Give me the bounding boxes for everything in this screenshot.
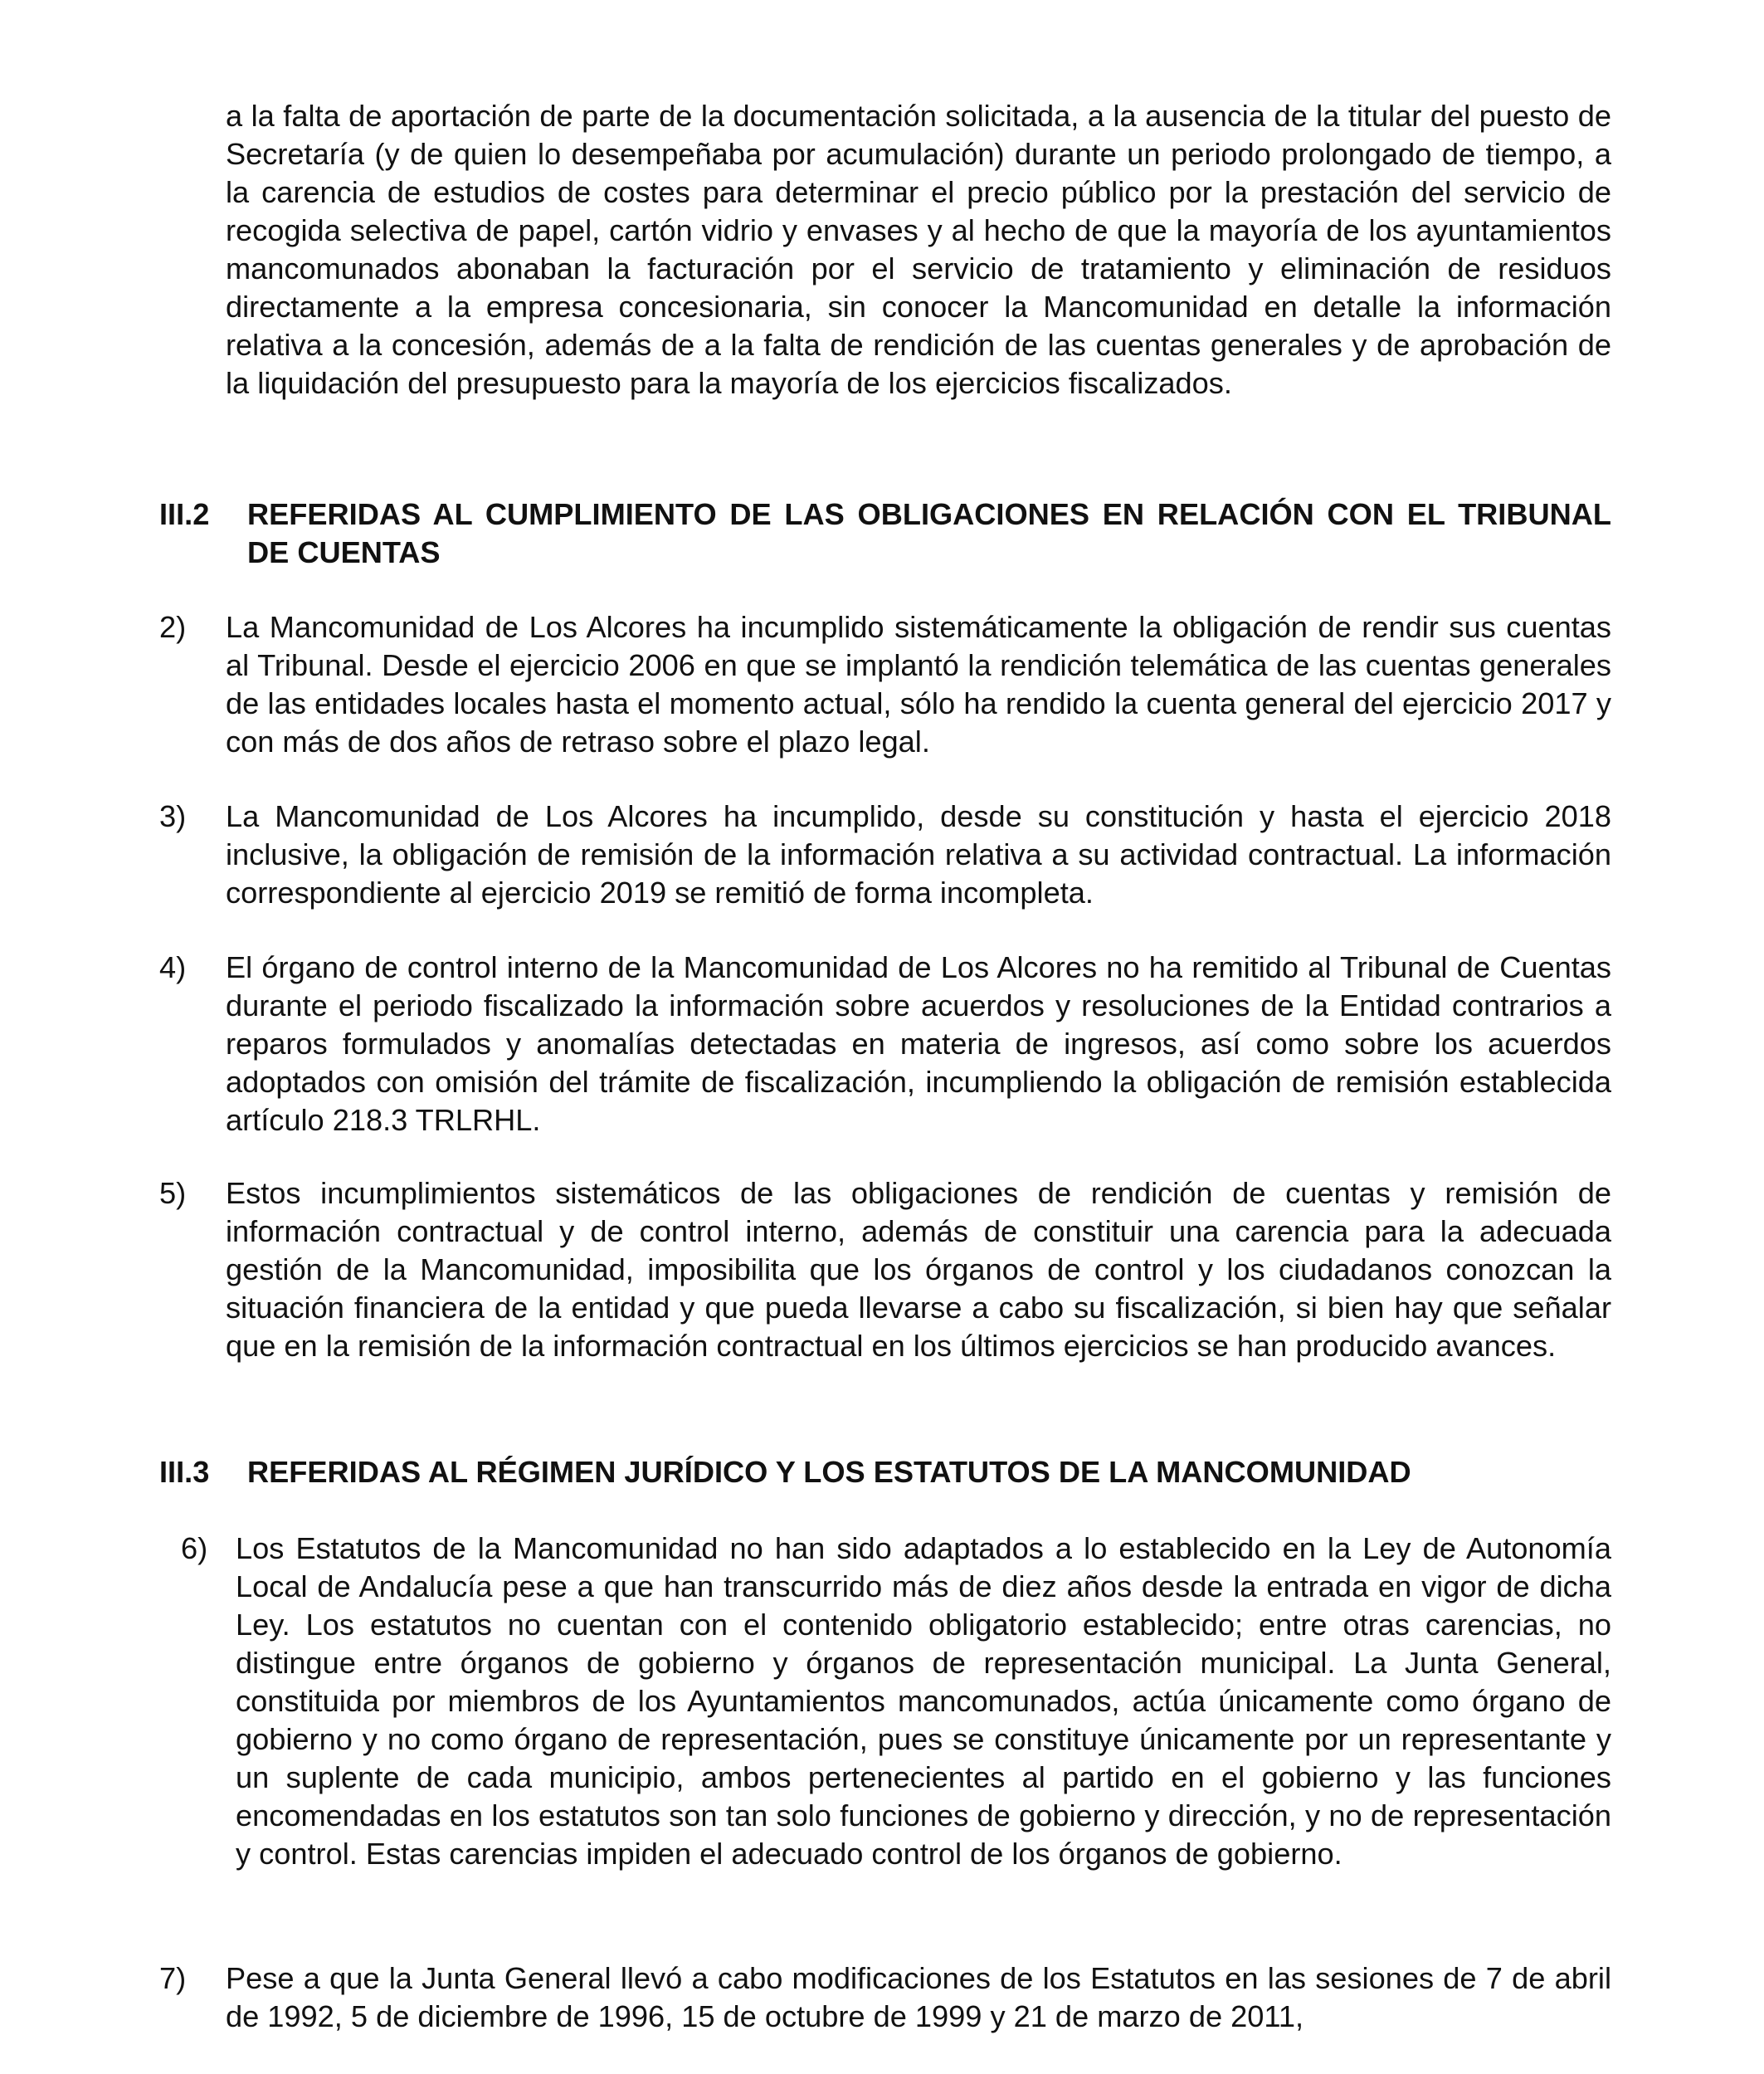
list-item-number: 7) xyxy=(159,1961,187,1995)
list-item-text: La Mancomunidad de Los Alcores ha incumplido, desde su constitución y hasta el ejercicio 2018 inclusive, la obligación de remisión de la información relativa a su actividad contractual. La información correspondiente al ejercicio 2019 se remitió de forma incompleta. xyxy=(226,799,1611,910)
list-item xyxy=(159,608,1611,761)
section-heading-iii-3 xyxy=(159,1453,1611,1491)
list-item-number: 6) xyxy=(181,1531,208,1565)
list-item-text: Estos incumplimientos sistemáticos de las obligaciones de rendición de cuentas y remisión de información contractual y de control interno, además de constituir una carencia para la adecuada gestión de la Mancomunidad, imposibilita que los órganos de control y los ciudadanos conozcan la situación financiera de la entidad y que pueda llevarse a cabo su fiscalización, si bien hay que señalar que en la remisión de la información contractual en los últimos ejercicios se han producido avances. xyxy=(226,1176,1611,1363)
section-number: III.3 xyxy=(159,1455,210,1489)
section-title: REFERIDAS AL RÉGIMEN JURÍDICO Y LOS ESTATUTOS DE LA MANCOMUNIDAD xyxy=(247,1455,1411,1489)
list-item xyxy=(159,1174,1611,1365)
list-item-text: La Mancomunidad de Los Alcores ha incumplido sistemáticamente la obligación de rendir sus cuentas al Tribunal. Desde el ejercicio 2006 en que se implantó la rendición telemática de las cuentas generales de las entidades locales hasta el momento actual, sólo ha rendido la cuenta general del ejercicio 2017 y con más de dos años de retraso sobre el plazo legal. xyxy=(226,610,1611,759)
section-number: III.2 xyxy=(159,497,210,531)
list-item-text: El órgano de control interno de la Mancomunidad de Los Alcores no ha remitido al Tribunal de Cuentas durante el periodo fiscalizado la información sobre acuerdos y resoluciones de la Entidad contrarios a reparos formulados y anomalías detectadas en materia de ingresos, así como sobre los acuerdos adoptados con omisión del trámite de fiscalización, incumpliendo la obligación de remisión establecida artículo 218.3 TRLRHL. xyxy=(226,950,1611,1137)
list-item-text: Los Estatutos de la Mancomunidad no han sido adaptados a lo establecido en la Ley de Autonomía Local de Andalucía pese a que han transcurrido más de diez años desde la entrada en vigor de dicha Ley. Los estatutos no cuentan con el contenido obligatorio establecido; entre otras carencias, no distingue entre órganos de gobierno y órganos de representación municipal. La Junta General, constituida por miembros de los Ayuntamientos mancomunados, actúa únicamente como órgano de gobierno y no como órgano de representación, pues se constituye únicamente por un representante y un suplente de cada municipio, ambos pertenecientes al partido en el gobierno y las funciones encomendadas en los estatutos son tan solo funciones de gobierno y dirección, y no de representación y control. Estas carencias impiden el adecuado control de los órganos de gobierno. xyxy=(236,1531,1611,1871)
list-item-number: 2) xyxy=(159,610,187,644)
list-item-number: 5) xyxy=(159,1176,187,1210)
section-title: REFERIDAS AL CUMPLIMIENTO DE LAS OBLIGACIONES EN RELACIÓN CON EL TRIBUNAL DE CUENTAS xyxy=(247,497,1611,569)
list-item-number: 4) xyxy=(159,950,187,984)
list-item-number: 3) xyxy=(159,799,187,833)
list-item-text: Pese a que la Junta General llevó a cabo modificaciones de los Estatutos en las sesiones de 7 de abril de 1992, 5 de diciembre de 1996, 15 de octubre de 1999 y 21 de marzo de 2011, xyxy=(226,1961,1611,2033)
list-item xyxy=(159,1959,1611,2036)
list-item xyxy=(159,949,1611,1139)
intro-paragraph: a la falta de aportación de parte de la documentación solicitada, a la ausencia de la titular del puesto de Secretaría (y de quien lo desempeñaba por acumulación) durante un periodo prolongado de tiempo, a la carencia de estudios de costes para determinar el precio público por la prestación del servicio de recogida selectiva de papel, cartón vidrio y envases y al hecho de que la mayoría de los ayuntamientos mancomunados abonaban la facturación por el servicio de tratamiento y eliminación de residuos directamente a la empresa concesionaria, sin conocer la Mancomunidad en detalle la información relativa a la concesión, además de a la falta de rendición de las cuentas generales y de aprobación de la liquidación del presupuesto para la mayoría de los ejercicios fiscalizados. xyxy=(226,99,1611,400)
section-heading-iii-2 xyxy=(159,495,1611,572)
list-item xyxy=(181,1530,1611,1873)
list-item xyxy=(159,798,1611,912)
